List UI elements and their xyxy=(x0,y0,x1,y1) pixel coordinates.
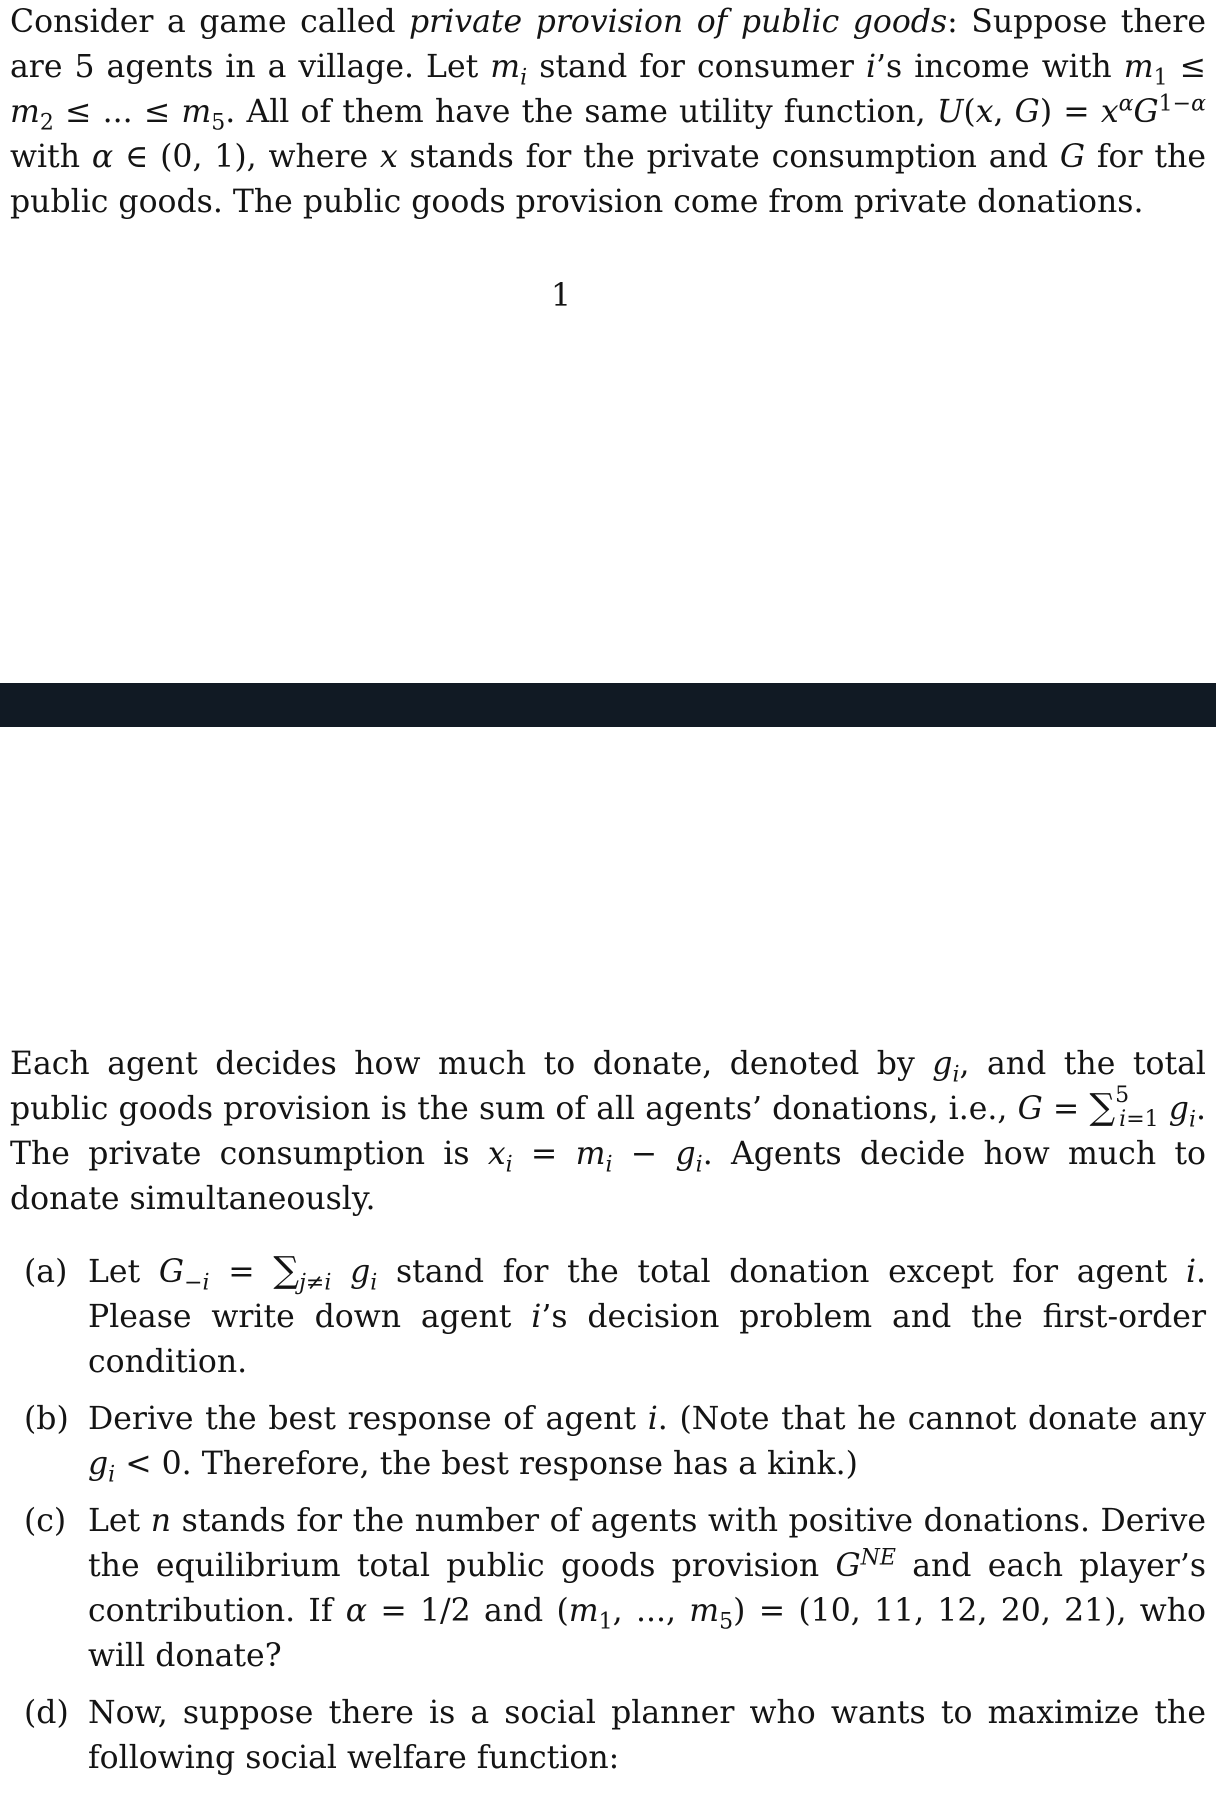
page-number: 1 xyxy=(550,278,572,314)
intro-paragraph: Consider a game called private provision of public goods: Suppose there are 5 agents in a village. Let $m_i$ stand for consumer i’s income with $m_1 \le m_2$ ≤ ... ≤ $m_5$. All of them have the same utility function, U(x, $G) = x^\alpha G^{1-\alpha}$ with α ∈ (0, 1), where x stands for the private consumption and G for the public goods. The public goods provision come from private donations. xyxy=(10,4,1207,220)
question-label: (b) xyxy=(24,1401,69,1437)
question-a: (a) Let $G_{-i} = \sum_{j\ne i}$ $g_i$ stand for the total donation except for agent i. Please write down agent i’s decision problem and the first-order condition. xyxy=(24,1250,1207,1380)
question-list xyxy=(24,1250,1206,1793)
decision-paragraph: Each agent decides how much to donate, denoted by $g_i$, and the total public goods provision is the sum of all agents’ donations, i.e., G = ∑$^5_{i=1}$ $g_i$. The private consumption is $x_i = m_i - g_i$. Agents decide how much to donate simultaneously. xyxy=(10,1046,1207,1217)
page-separator xyxy=(0,683,1216,727)
question-label: (d) xyxy=(24,1695,69,1731)
game-name: private provision of public goods xyxy=(409,4,948,40)
question-c: (c) Let n stands for the number of agents with positive donations. Derive the equilibrium total public goods provision $G^{NE}$ and each player’s contribution. If α = 1/2 and ($m_1$, ..., $m_5) = (10$, 11, 12, 20, 21), who will donate? xyxy=(24,1499,1206,1679)
question-label: (a) xyxy=(24,1254,68,1290)
question-d: (d) Now, suppose there is a social planner who wants to maximize the following social welfare function: xyxy=(24,1691,1206,1781)
question-b: (b) Derive the best response of agent i. (Note that he cannot donate any $g_i < 0$. Therefore, the best response has a kink.) xyxy=(24,1397,1206,1487)
question-label: (c) xyxy=(24,1503,67,1539)
